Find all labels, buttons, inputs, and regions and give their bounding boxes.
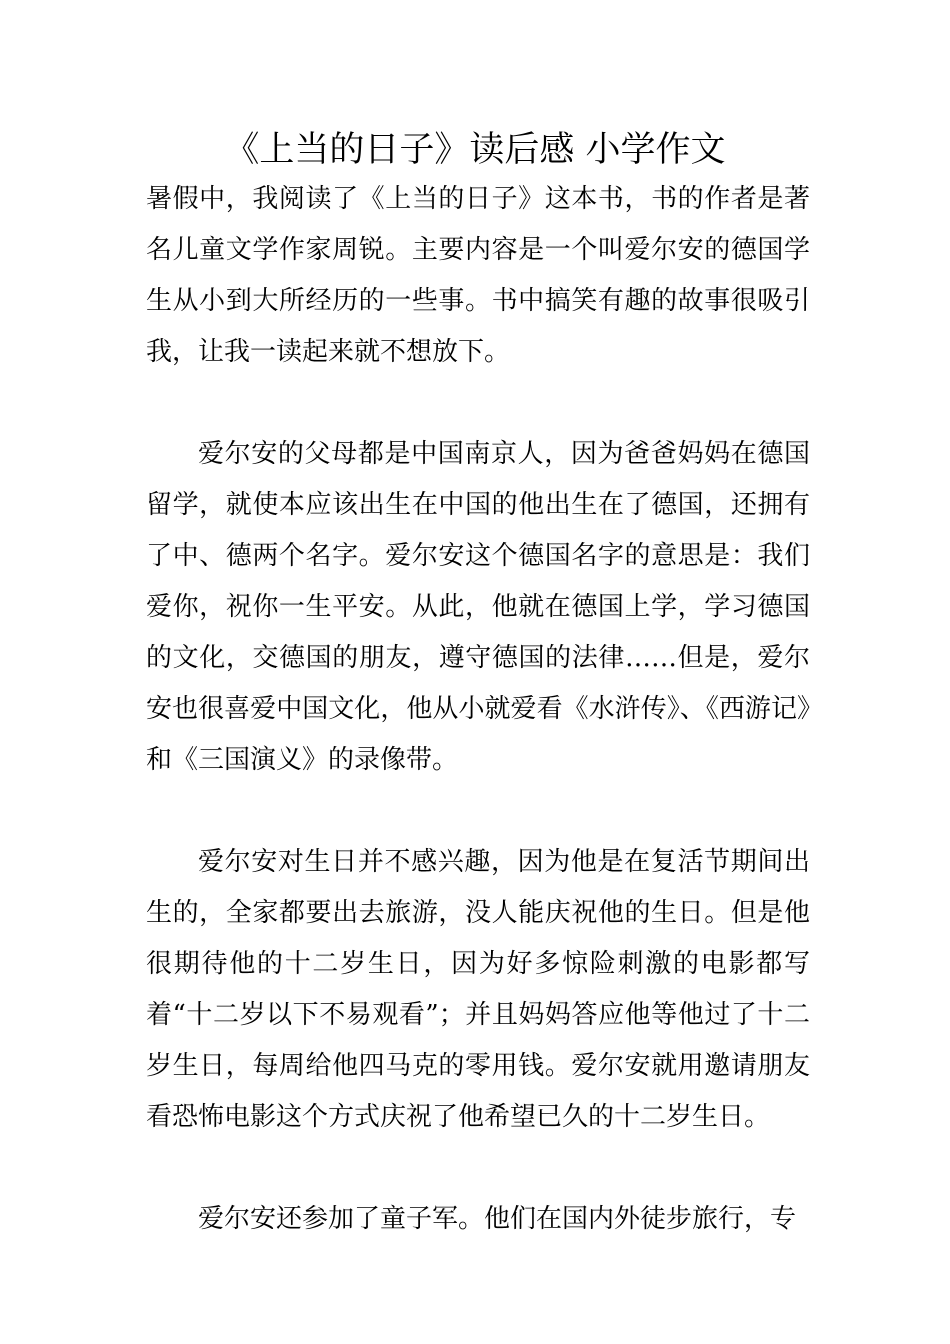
paragraph-1: 暑假中，我阅读了《上当的日子》这本书，书的作者是著名儿童文学作家周锐。主要内容是一个叫爱尔安的德国学生从小到大所经历的一些事。书中搞笑有趣的故事很吸引我，让我一读起来就不想放下。 — [146, 184, 810, 367]
document-title: 《上当的日子》读后感 小学作文 — [224, 130, 726, 170]
document-body — [146, 174, 810, 1245]
paragraph-2: 爱尔安的父母都是中国南京人，因为爸爸妈妈在德国留学，就使本应该出生在中国的他出生在了德国，还拥有了中、德两个名字。爱尔安这个德国名字的意思是：我们爱你，祝你一生平安。从此，他就在德国上学，学习德国的文化，交德国的朋友，遵守德国的法律……但是，爱尔安也很喜爱中国文化，他从小就爱看《水浒传》、《西游记》和《三国演义》的录像带。 — [146, 439, 810, 775]
paragraph-4: 爱尔安还参加了童子军。他们在国内外徒步旅行，专 — [198, 1204, 797, 1234]
paragraph-spacer — [146, 378, 810, 429]
paragraph-3: 爱尔安对生日并不感兴趣，因为他是在复活节期间出生的，全家都要出去旅游，没人能庆祝他的生日。但是他很期待他的十二岁生日，因为好多惊险刺激的电影都写着“十二岁以下不易观看”；并且妈妈答应他等他过了十二岁生日，每周给他四马克的零用钱。爱尔安就用邀请朋友看恐怖电影这个方式庆祝了他希望已久的十二岁生日。 — [146, 847, 810, 1132]
paragraph-spacer — [146, 786, 810, 837]
paragraph-spacer — [146, 1143, 810, 1194]
